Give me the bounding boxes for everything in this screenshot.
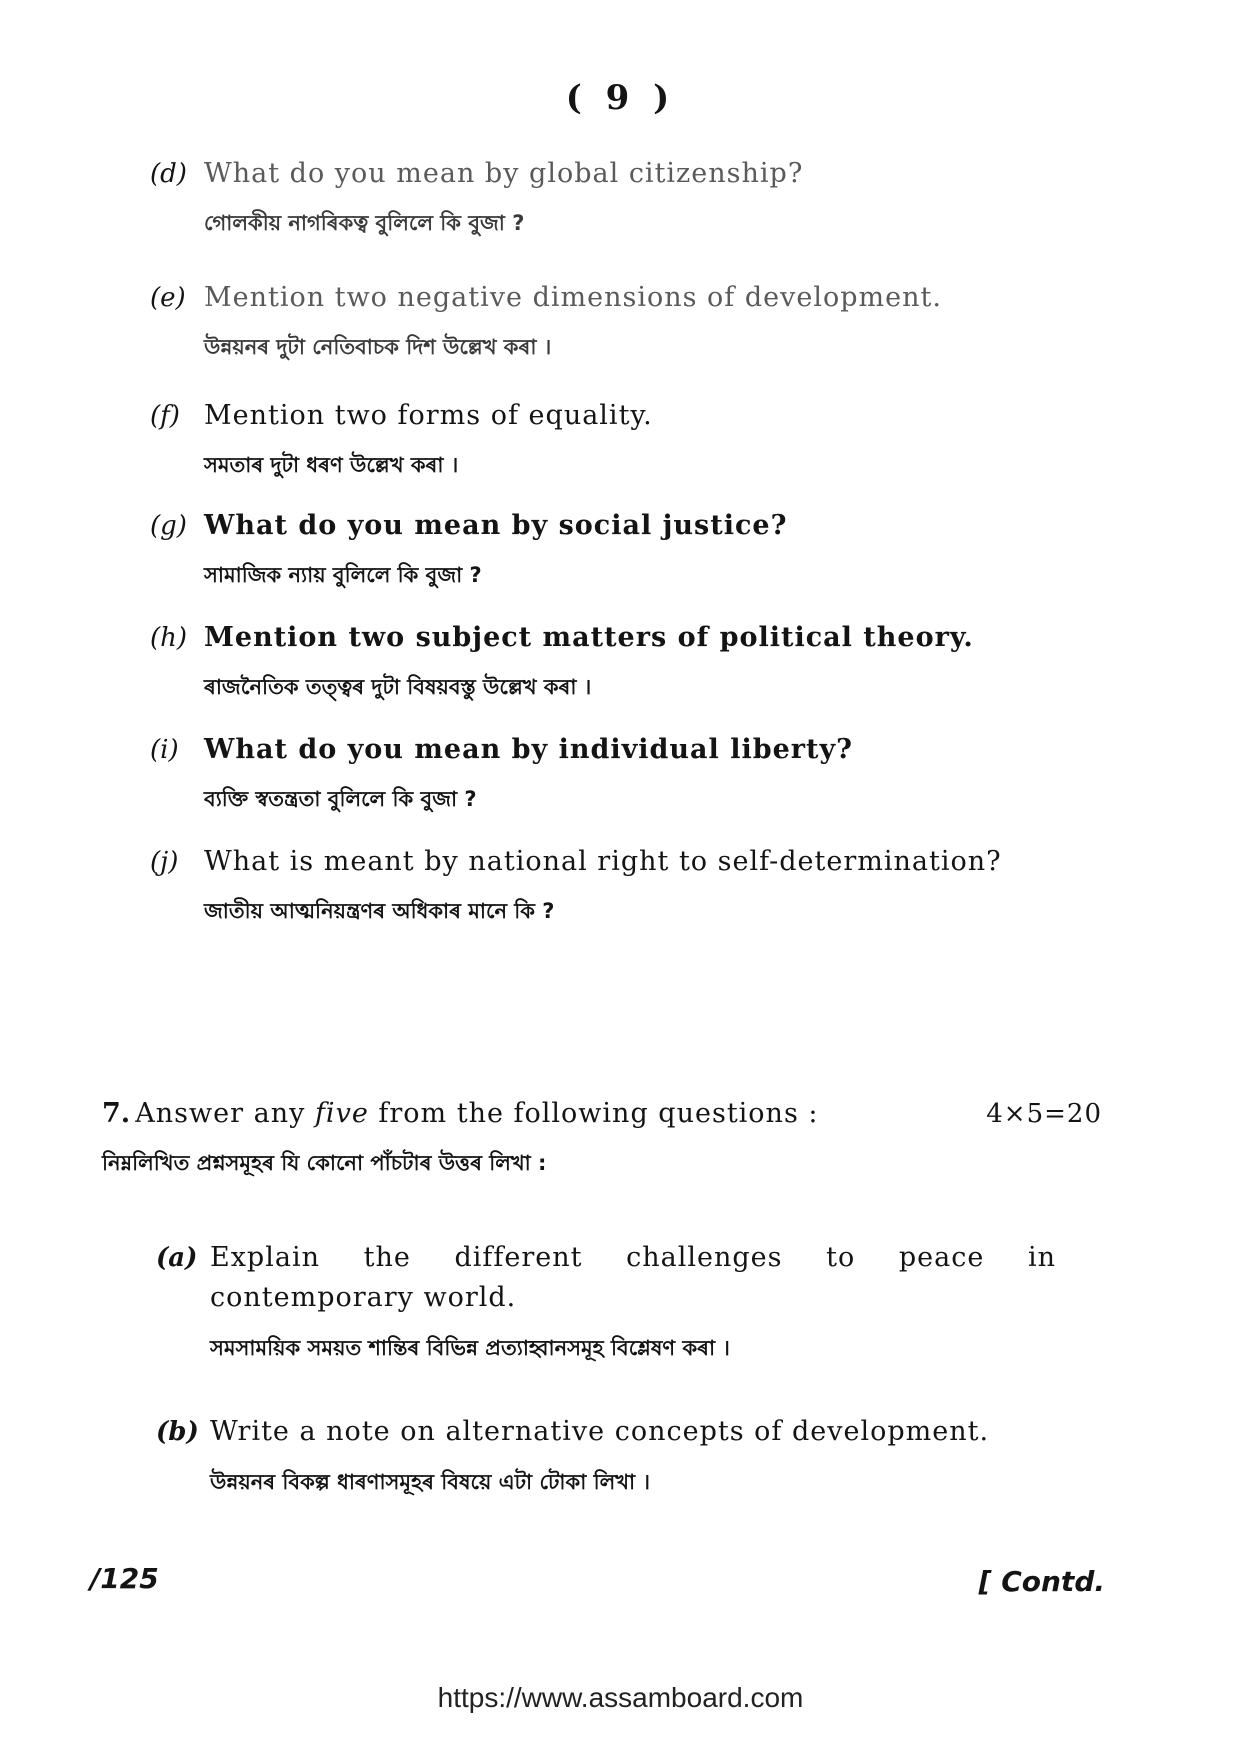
question-label: (f) bbox=[150, 401, 180, 431]
question-text: Mention two subject matters of political theory. bbox=[204, 622, 974, 653]
subquestion-assamese: উন্নয়নৰ বিকল্প ধাৰণাসমূহৰ বিষয়ে এটা টোকা লিখা । bbox=[210, 1470, 650, 1494]
question-7a bbox=[156, 1238, 1056, 1367]
question-7-marks: 4×5=20 bbox=[986, 1099, 1102, 1129]
instruction-after: from the following questions : bbox=[368, 1098, 819, 1129]
question-label: (d) bbox=[150, 159, 187, 189]
subquestion-text: Write a note on alternative concepts of development. bbox=[210, 1416, 990, 1447]
subquestion-label: (b) bbox=[156, 1417, 199, 1447]
question-f bbox=[150, 400, 1110, 484]
question-d bbox=[150, 158, 1110, 242]
question-j bbox=[150, 846, 1110, 930]
instruction-emphasis: five bbox=[314, 1098, 369, 1129]
page-number: ( 9 ) bbox=[565, 78, 676, 118]
question-i bbox=[150, 734, 1110, 818]
question-label: (e) bbox=[150, 283, 186, 313]
question-text: What is meant by national right to self-determination? bbox=[204, 846, 1002, 877]
question-text: What do you mean by individual liberty? bbox=[204, 734, 853, 765]
question-7 bbox=[102, 1098, 1102, 1182]
question-g bbox=[150, 510, 1110, 594]
question-7-instruction bbox=[102, 1098, 818, 1129]
question-7-number: 7. bbox=[102, 1098, 131, 1129]
question-assamese: উন্নয়নৰ দুটা নেতিবাচক দিশ উল্লেখ কৰা । bbox=[204, 335, 552, 359]
question-assamese: গোলকীয় নাগৰিকত্ব বুলিলে কি বুজা ? bbox=[204, 211, 525, 235]
continued-note: [ Contd. bbox=[978, 1565, 1105, 1598]
subquestion-text: Explain the different challenges to peace in contemporary world. bbox=[210, 1242, 1056, 1313]
question-label: (j) bbox=[150, 847, 179, 877]
question-7b bbox=[156, 1412, 1056, 1501]
question-text: What do you mean by global citizenship? bbox=[204, 158, 804, 189]
question-assamese: জাতীয় আত্মনিয়ন্ত্ৰণৰ অধিকাৰ মানে কি ? bbox=[204, 899, 555, 923]
paper-code: /125 bbox=[90, 1562, 159, 1595]
question-text: What do you mean by social justice? bbox=[204, 510, 788, 541]
question-assamese: ব্যক্তি স্বতন্ত্ৰতা বুলিলে কি বুজা ? bbox=[204, 787, 477, 811]
question-assamese: ৰাজনৈতিক তত্ত্বৰ দুটা বিষয়বস্তু উল্লেখ কৰা । bbox=[204, 675, 592, 699]
question-text: Mention two forms of equality. bbox=[204, 400, 653, 431]
source-url[interactable]: https://www.assamboard.com bbox=[437, 1682, 804, 1713]
instruction-before: Answer any bbox=[135, 1098, 315, 1129]
question-h bbox=[150, 622, 1110, 706]
question-label: (h) bbox=[150, 623, 188, 653]
question-assamese: সামাজিক ন্যায় বুলিলে কি বুজা ? bbox=[204, 563, 482, 587]
question-assamese: সমতাৰ দুটা ধৰণ উল্লেখ কৰা । bbox=[204, 453, 459, 477]
question-text: Mention two negative dimensions of development. bbox=[204, 282, 942, 313]
subquestion-label: (a) bbox=[156, 1243, 198, 1273]
question-e bbox=[150, 282, 1110, 366]
question-7-assamese: নিম্নলিখিত প্ৰশ্নসমূহৰ যি কোনো পাঁচটাৰ উত্তৰ লিখা : bbox=[102, 1151, 547, 1175]
question-label: (g) bbox=[150, 511, 187, 541]
question-label: (i) bbox=[150, 735, 179, 765]
subquestion-assamese: সমসাময়িক সময়ত শান্তিৰ বিভিন্ন প্ৰত্যাহ্বানসমূহ বিশ্লেষণ কৰা । bbox=[210, 1336, 730, 1360]
